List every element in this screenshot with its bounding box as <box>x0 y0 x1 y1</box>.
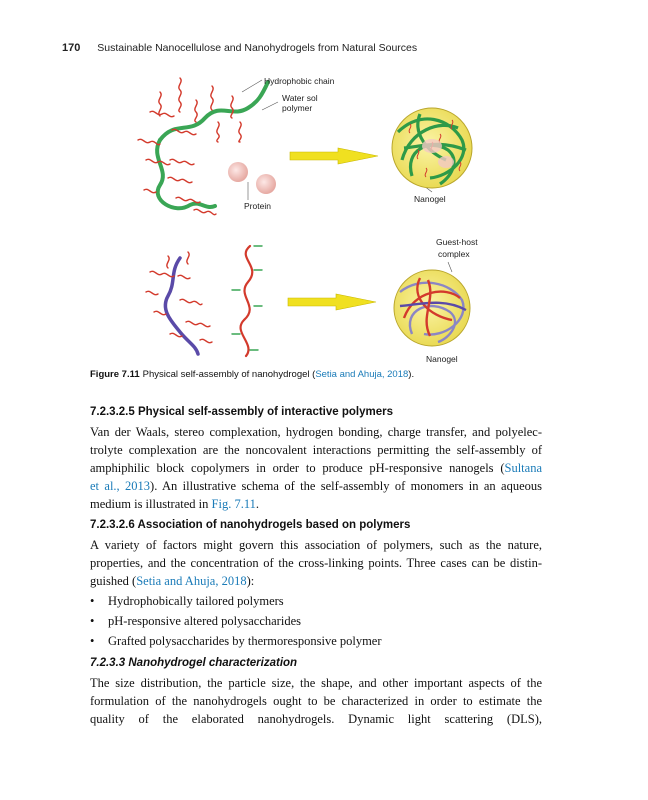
label-nanogel-top: Nanogel <box>414 194 446 204</box>
text-line: The size distribution, the particle size, the shape, and other important aspects of the <box>90 676 542 690</box>
protein-spheres <box>228 162 276 194</box>
paragraph-characterization <box>90 674 542 728</box>
paragraph-self-assembly <box>90 423 542 513</box>
water-soluble-polymer-top <box>138 78 268 215</box>
red-polymer-chain <box>232 246 262 356</box>
figure-reference-link[interactable]: Fig. 7.11 <box>211 497 256 511</box>
caption-label: Figure 7.11 <box>90 369 140 380</box>
citation-link-sultana[interactable]: Sultana <box>504 461 542 475</box>
label-guest-host-1: Guest-host <box>436 237 478 247</box>
text-span: . <box>255 497 259 511</box>
text-span: ): <box>246 574 255 588</box>
section-heading-7-2-3-2-6: 7.2.3.2.6 Association of nanohydrogels based on polymers <box>90 519 411 531</box>
text-line: quality of the elaborated nanohydrogels. Dynamic light scattering (DLS), <box>90 712 542 726</box>
text-span: medium is illustrated in <box>90 497 212 511</box>
purple-polymer-chain <box>146 252 212 354</box>
text-line: properties, and the concentration of the cross-linking points. Three cases can be distin- <box>90 556 542 570</box>
section-heading-7-2-3-2-5: 7.2.3.2.5 Physical self-assembly of interactive polymers <box>90 406 393 418</box>
text-span: guished ( <box>90 574 137 588</box>
arrow-bottom <box>288 294 376 310</box>
running-title: Sustainable Nanocellulose and Nanohydrogels from Natural Sources <box>97 42 418 54</box>
label-guest-host-2: complex <box>438 249 470 259</box>
text-line <box>90 459 542 477</box>
text-line <box>90 495 542 513</box>
list-item: • Grafted polysaccharides by thermoresponsive polymer <box>90 631 382 651</box>
text-line: Van der Waals, stereo complexation, hydrogen bonding, charge transfer, and polyelec- <box>90 425 542 439</box>
citation-link-sultana-cont[interactable]: et al., 2013 <box>90 479 151 493</box>
paragraph-association <box>90 536 542 590</box>
text-line: trolyte complexation are the noncovalent interactions permitting the self-assembly of <box>90 443 542 457</box>
caption-end: ). <box>408 369 415 380</box>
page-number: 170 <box>62 42 81 54</box>
list-item: • pH-responsive altered polysaccharides <box>90 611 382 631</box>
text-line <box>90 572 542 590</box>
section-heading-7-2-3-3: 7.2.3.3 Nanohydrogel characterization <box>90 657 298 669</box>
arrow-top <box>290 148 378 164</box>
figure-7-11-illustration <box>0 0 648 370</box>
label-hydrophobic-chain: Hydrophobic chain <box>264 76 335 86</box>
label-nanogel-bottom: Nanogel <box>426 354 458 364</box>
nanogel-bottom <box>394 270 470 346</box>
caption-text: Physical self-assembly of nanohydrogel ( <box>142 369 316 380</box>
text-line: A variety of factors might govern this association of polymers, such as the nature, <box>90 538 542 552</box>
text-line: formulation of the nanohydrogels ought to be characterized in order to estimate the <box>90 694 542 708</box>
list-item: • Hydrophobically tailored polymers <box>90 591 382 611</box>
bullet-list <box>90 591 382 651</box>
nanogel-top <box>392 108 472 188</box>
text-line <box>90 477 542 495</box>
text-span: amphiphilic block copolymers in order to produce pH-responsive nanogels ( <box>90 461 505 475</box>
label-water-sol-2: polymer <box>282 103 313 113</box>
label-water-sol-1: Water sol <box>282 93 318 103</box>
text-span: ). An illustrative schema of the self-assembly of monomers in an aqueous <box>150 479 542 493</box>
label-protein: Protein <box>244 201 271 211</box>
caption-citation-link[interactable]: Setia and Ahuja, 2018 <box>315 369 409 380</box>
figure-caption <box>90 369 414 380</box>
citation-link-setia[interactable]: Setia and Ahuja, 2018 <box>136 574 247 588</box>
